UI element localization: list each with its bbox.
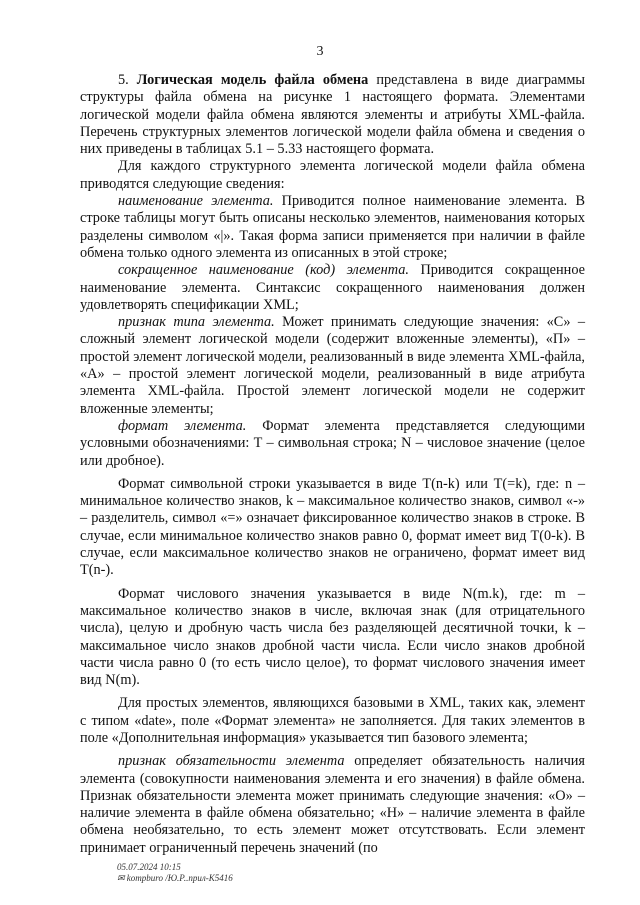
- paragraph-text: представлена в виде диаграммы структуры файла обмена на рисунке 1 настоящего формата. Элементами логической модели файла обмена являются элементы и атрибуты XML-файла. Перечень структурных элементов логической модели файла обмена и сведения о них приведены в таблицах 5.1 – 5.33 настоящего формата.: [80, 72, 586, 158]
- paragraph-base-elements: [80, 695, 585, 747]
- italic-term: формат элемента.: [118, 417, 247, 434]
- paragraph-text: Формат числового значения указывается в виде N(m.k), где: m – максимальное количество знаков в числе, включая знак (для отрицательного числа), целую и дробную часть числа без разделяющей десятичной точки, k – максимальное число знаков дробной части числа. Если число знаков дробной части числа равно 0 (то есть число целое), то формат числового значения имеет вид N(m).: [80, 585, 585, 689]
- paragraph-lead: 5.: [118, 72, 137, 88]
- paragraph-number-format: [80, 586, 585, 690]
- paragraph-text: Приводится сокращенное наименование элемента. Синтаксис сокращенного наименования должен удовлетворять спецификации XML;: [80, 262, 585, 313]
- italic-term: признак обязательности элемента: [118, 753, 345, 770]
- paragraph-logical-model: [80, 72, 585, 158]
- paragraph-element-type: [80, 314, 585, 418]
- footer-file-reference: ✉ kompburo /Ю.Р..прил-К5416: [117, 873, 233, 883]
- paragraph-text: Может принимать следующие значения: «С» – сложный элемент логической модели (содержит вложенные элементы), «П» – простой элемент логической модели, реализованный в виде элемента XML-файла, «А» – простой элемент логической модели, реализованный в виде атрибута элемента XML-файла. Простой элемент логической модели не содержит вложенные элементы;: [80, 314, 585, 417]
- bold-term: Логическая модель файла обмена: [136, 72, 369, 88]
- paragraph-string-format: [80, 476, 585, 580]
- italic-term: сокращенное наименование (код) элемента.: [118, 262, 409, 279]
- paragraph-text: Формат символьной строки указывается в виде Т(n-k) или Т(=k), где: n – минимальное количество знаков, k – максимальное количество знаков, символ «-» – разделитель, символ «=» означает фиксированное количество знаков в строке. В случае, если минимальное количество знаков равно 0, формат имеет вид Т(0-k). В случае, если максимальное количество знаков не ограничено, формат имеет вид Т(n-).: [80, 475, 585, 579]
- paragraph-text: определяет обязательность наличия элемента (совокупности наименования элемента и его значения) в файле обмена. Признак обязательности элемента может принимать следующие значения: «О» – наличие элемента в файле обмена обязательно; «Н» – наличие элемента в файле обмена необязательно, то есть элемент может отсутствовать. Если элемент принимает ограниченный перечень значений (по: [80, 753, 585, 856]
- document-footer: [117, 862, 233, 884]
- page-number: 3: [316, 44, 324, 59]
- paragraph-text: Приводится полное наименование элемента. В строке таблицы могут быть описаны несколько элементов, наименования которых разделены символом «|». Такая форма записи применяется при наличии в файле обмена только одного элемента из описанных в этой строке;: [80, 193, 585, 261]
- footer-timestamp: 05.07.2024 10:15: [117, 862, 181, 872]
- paragraph-element-format: [80, 418, 585, 470]
- paragraph-text: Формат элемента представляется следующими условными обозначениями: Т – символьная строка; N – числовое значение (целое или дробное).: [80, 417, 586, 469]
- body-text: [80, 72, 585, 857]
- paragraph-intro: [80, 158, 585, 193]
- italic-term: наименование элемента.: [118, 193, 274, 210]
- paragraph-text: Для простых элементов, являющихся базовыми в XML, таких как, элемент с типом «date», поле «Формат элемента» не заполняется. Для таких элементов в поле «Дополнительная информация» указывается тип базового элемента;: [80, 695, 585, 746]
- paragraph-required-flag: [80, 753, 585, 857]
- italic-term: признак типа элемента.: [118, 314, 275, 331]
- paragraph-text: Для каждого структурного элемента логической модели файла обмена приводятся следующие сведения:: [80, 158, 585, 192]
- paragraph-element-name: [80, 193, 585, 262]
- paragraph-element-code: [80, 262, 585, 314]
